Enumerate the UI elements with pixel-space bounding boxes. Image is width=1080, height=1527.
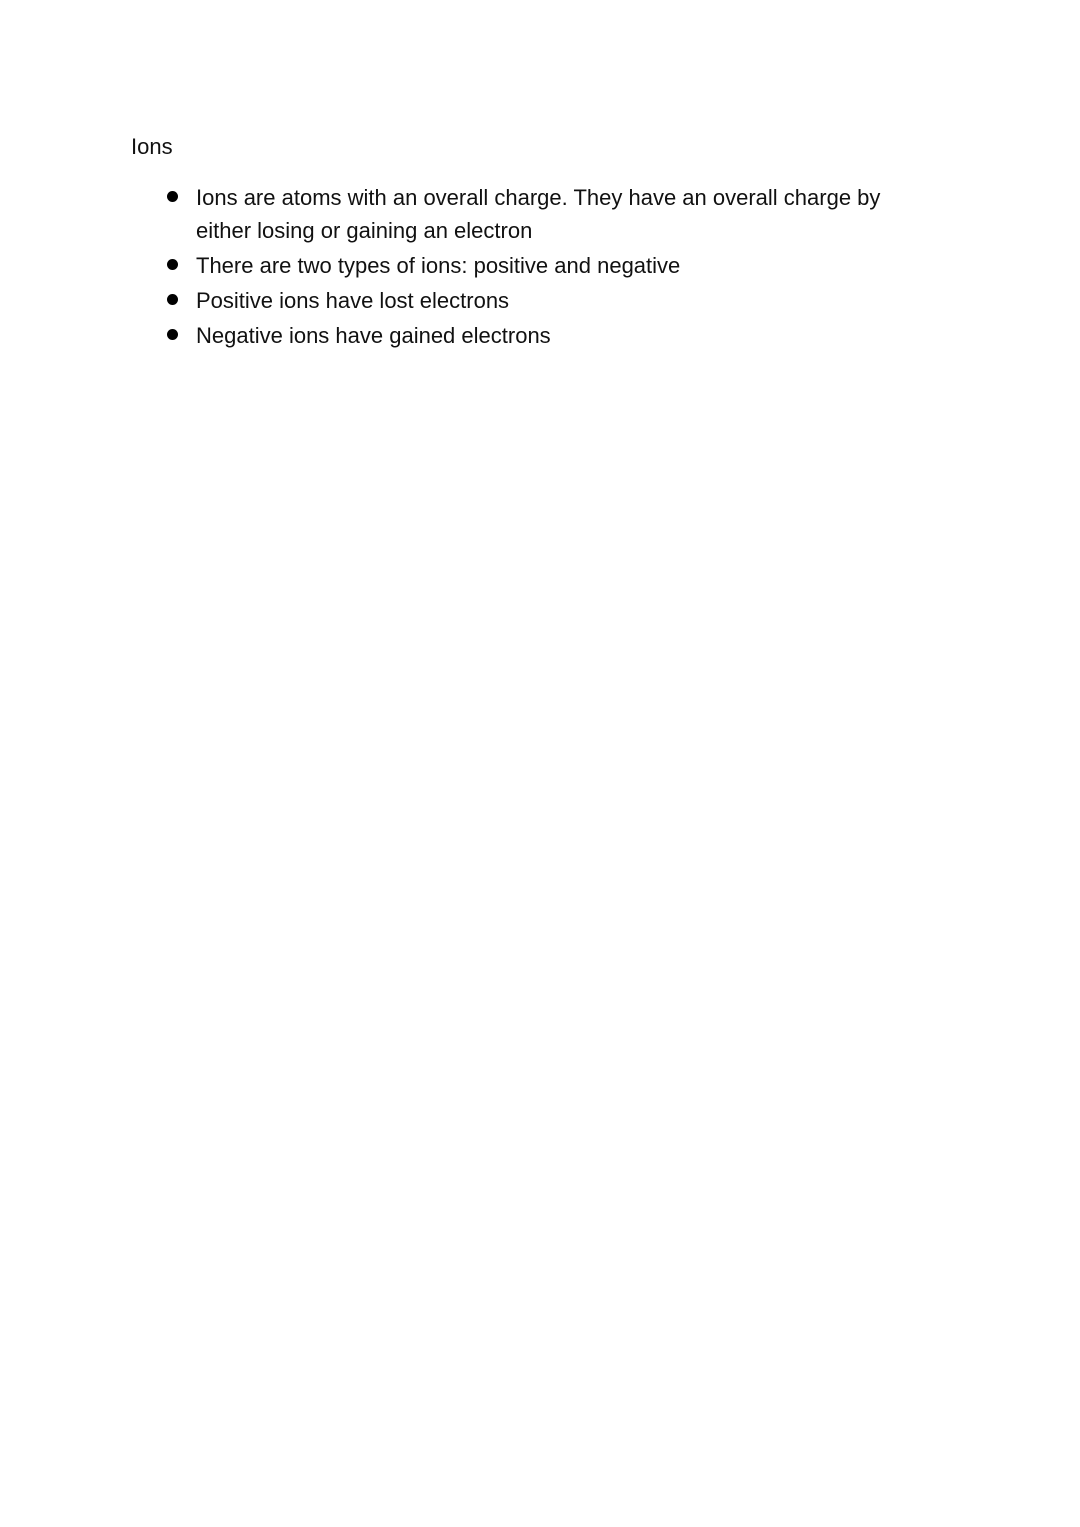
list-item-text: Ions are atoms with an overall charge. They have an overall charge by either losing or gaining an electron xyxy=(196,185,881,243)
bullet-icon xyxy=(167,259,178,270)
bullet-icon xyxy=(167,191,178,202)
list-item-text: There are two types of ions: positive and negative xyxy=(196,253,681,278)
bullet-icon xyxy=(167,294,178,305)
list-item-text: Negative ions have gained electrons xyxy=(196,323,551,348)
list-item xyxy=(155,284,935,317)
bullet-list xyxy=(155,181,935,354)
bullet-icon xyxy=(167,329,178,340)
list-item xyxy=(155,319,935,352)
list-item xyxy=(155,249,935,282)
list-item xyxy=(155,181,935,247)
list-item-text: Positive ions have lost electrons xyxy=(196,288,510,313)
page-heading: Ions xyxy=(131,134,173,159)
